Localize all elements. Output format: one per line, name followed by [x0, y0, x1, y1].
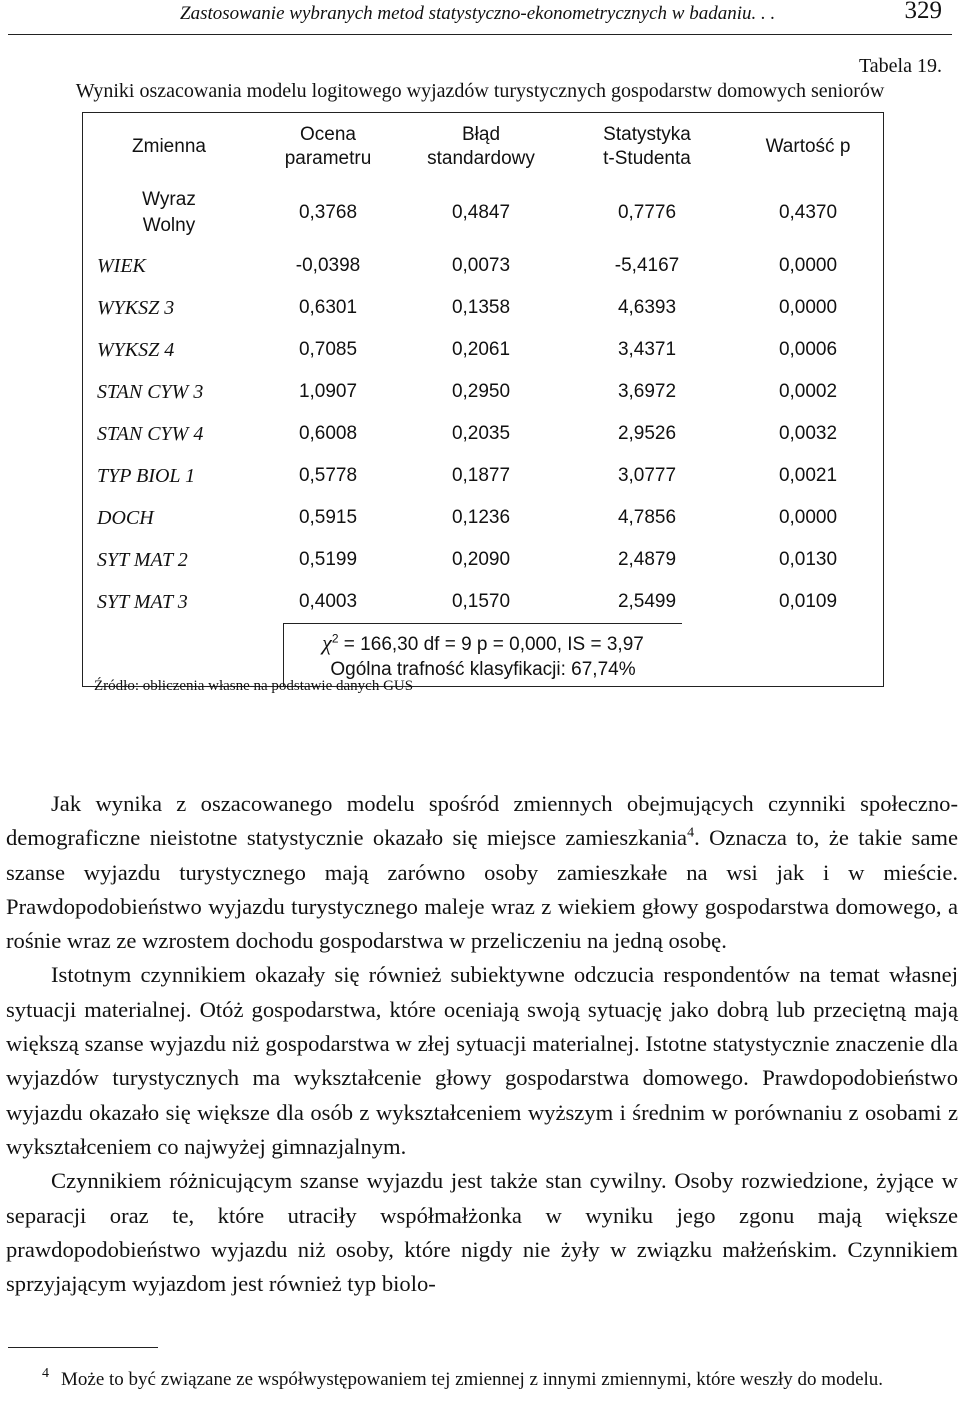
- row-p-value: 0,0021: [778, 465, 838, 486]
- table-header-row: [83, 113, 883, 181]
- row-t-stat: 2,9526: [617, 423, 677, 444]
- row-std-error: 0,1570: [451, 591, 511, 612]
- row-estimate: 0,5199: [298, 549, 358, 570]
- row-variable: STAN CYW 4: [97, 422, 204, 445]
- table-footer: [283, 623, 682, 686]
- row-std-error: 0,1236: [451, 507, 511, 528]
- row-std-error: 0,2090: [451, 549, 511, 570]
- row-p-value: 0,0000: [778, 507, 838, 528]
- row-t-stat: 2,5499: [617, 591, 677, 612]
- row-p-value: 0,0000: [778, 255, 838, 276]
- row-variable: WYKSZ 3: [97, 296, 175, 319]
- table-row: [83, 245, 883, 287]
- row-t-stat: 3,0777: [617, 465, 677, 486]
- col-header-t-stat: Statystyka t-Studenta: [603, 123, 691, 169]
- row-variable: SYT MAT 2: [97, 548, 188, 571]
- col-header-estimate: Ocena parametru: [284, 123, 372, 169]
- row-std-error: 0,1877: [451, 465, 511, 486]
- header-rule: [8, 34, 952, 35]
- table-row: [83, 581, 883, 623]
- row-p-value: 0,4370: [778, 202, 838, 223]
- row-variable: WYKSZ 4: [97, 338, 175, 361]
- table-row: [83, 181, 883, 245]
- chi-square-symbol: χ: [322, 630, 332, 655]
- col-header-p-value: Wartość p: [765, 135, 851, 157]
- row-t-stat: 4,6393: [617, 297, 677, 318]
- row-variable: WIEK: [97, 254, 146, 277]
- row-t-stat: -5,4167: [614, 255, 680, 276]
- row-std-error: 0,4847: [451, 202, 511, 223]
- col-header-variable: Zmienna: [132, 135, 206, 157]
- col-header-std-error: Błąd standardowy: [427, 123, 535, 169]
- row-variable: Wyraz Wolny: [142, 189, 196, 236]
- table-source-note: Źródło: obliczenia własne na podstawie danych GUS: [94, 678, 414, 694]
- row-p-value: 0,0130: [778, 549, 838, 570]
- page-number: 329: [904, 0, 942, 24]
- row-std-error: 0,0073: [451, 255, 511, 276]
- paragraph: Czynnikiem różnicującym szanse wyjazdu jest także stan cywilny. Osoby rozwiedzione, żyjące w separacji oraz te, które utraciły współmałżonka w wyniku jego zgonu mają większe prawdopodobieństwo wyjazdu niż osoby, które nigdy nie żyły w związku małżeńskim. Czynnikiem sprzyjającym wyjazdom jest również typ biolo-: [6, 1168, 958, 1297]
- running-header: [8, 0, 952, 33]
- row-t-stat: 4,7856: [617, 507, 677, 528]
- classification-accuracy: Ogólna trafność klasyfikacji: 67,74%: [330, 658, 636, 680]
- table-row: [83, 287, 883, 329]
- row-t-stat: 2,4879: [617, 549, 677, 570]
- table-label: Tabela 19.: [858, 55, 942, 77]
- row-estimate: 0,5915: [298, 507, 358, 528]
- paragraph: Istotnym czynnikiem okazały się również subiektywne odczucia respondentów na temat własnej sytuacji materialnej. Otóż gospodarstwa, które oceniają swoją sytuację jako dobrą lub przeciętną mają większą szanse wyjazdu niż gospodarstwa w złej sytuacji materialnej. Istotne statystycznie znaczenie dla wyjazdów turystycznych ma wykształcenie głowy gospodarstwa domowego. Prawdopodobieństwo wyjazdu okazało się większe dla osób z wykształceniem wyższym i średnim w porównaniu z osobami z wykształceniem co najwyżej gimnazjalnym.: [6, 962, 958, 1159]
- row-estimate: 0,5778: [298, 465, 358, 486]
- results-table: [82, 112, 884, 687]
- chi-square-exponent: 2: [331, 631, 339, 646]
- row-std-error: 0,1358: [451, 297, 511, 318]
- table-row: [83, 497, 883, 539]
- footnote-rule: [8, 1347, 158, 1348]
- footnote-text: Może to być związane ze współwystępowaniem tej zmiennej z innymi zmiennymi, które weszły do modelu.: [61, 1369, 884, 1390]
- row-p-value: 0,0002: [778, 381, 838, 402]
- row-std-error: 0,2061: [451, 339, 511, 360]
- running-title: Zastosowanie wybranych metod statystyczno-ekonometrycznych w badaniu. . .: [180, 3, 776, 24]
- row-variable: TYP BIOL 1: [97, 464, 196, 487]
- footnote: [8, 1366, 958, 1395]
- footnote-number: 4: [42, 1366, 49, 1381]
- row-variable: SYT MAT 3: [97, 590, 188, 613]
- row-estimate: 0,4003: [298, 591, 358, 612]
- row-p-value: 0,0109: [778, 591, 838, 612]
- row-estimate: -0,0398: [295, 255, 361, 276]
- row-estimate: 1,0907: [298, 381, 358, 402]
- footnote-ref[interactable]: 4: [687, 825, 695, 841]
- fit-stats-text: = 166,30 df = 9 p = 0,000, IS = 3,97: [338, 634, 644, 655]
- row-std-error: 0,2950: [451, 381, 511, 402]
- row-p-value: 0,0006: [778, 339, 838, 360]
- paragraph: Jak wynika z oszacowanego modelu spośród zmiennych obejmujących czynniki społeczno-demograficzne nieistotne statystycznie okazało się miejsce zamieszkania$^4$. Oznacza to, że takie same szanse wyjazdu turystycznego mają zarówno osoby zamieszkałe na wsi jak i w mieście. Prawdopodobieństwo wyjazdu turystycznego maleje wraz z wiekiem głowy gospodarstwa domowego, a rośnie wraz ze wzrostem dochodu gospodarstwa w przeliczeniu na jedną osobę.: [6, 791, 958, 954]
- row-estimate: 0,7085: [298, 339, 358, 360]
- row-t-stat: 3,6972: [617, 381, 677, 402]
- row-std-error: 0,2035: [451, 423, 511, 444]
- row-estimate: 0,6008: [298, 423, 358, 444]
- row-variable: STAN CYW 3: [97, 380, 204, 403]
- row-estimate: 0,6301: [298, 297, 358, 318]
- table-title: Wyniki oszacowania modelu logitowego wyjazdów turystycznych gospodarstw domowych seniorów: [75, 80, 885, 102]
- body-text: [6, 787, 958, 1301]
- table-row: [83, 371, 883, 413]
- model-fit-statistics: [284, 629, 682, 658]
- row-p-value: 0,0000: [778, 297, 838, 318]
- row-p-value: 0,0032: [778, 423, 838, 444]
- table-row: [83, 413, 883, 455]
- row-estimate: 0,3768: [298, 202, 358, 223]
- row-variable: DOCH: [97, 506, 154, 529]
- table-row: [83, 329, 883, 371]
- table-row: [83, 539, 883, 581]
- row-t-stat: 3,4371: [617, 339, 677, 360]
- row-t-stat: 0,7776: [617, 202, 677, 223]
- table-row: [83, 455, 883, 497]
